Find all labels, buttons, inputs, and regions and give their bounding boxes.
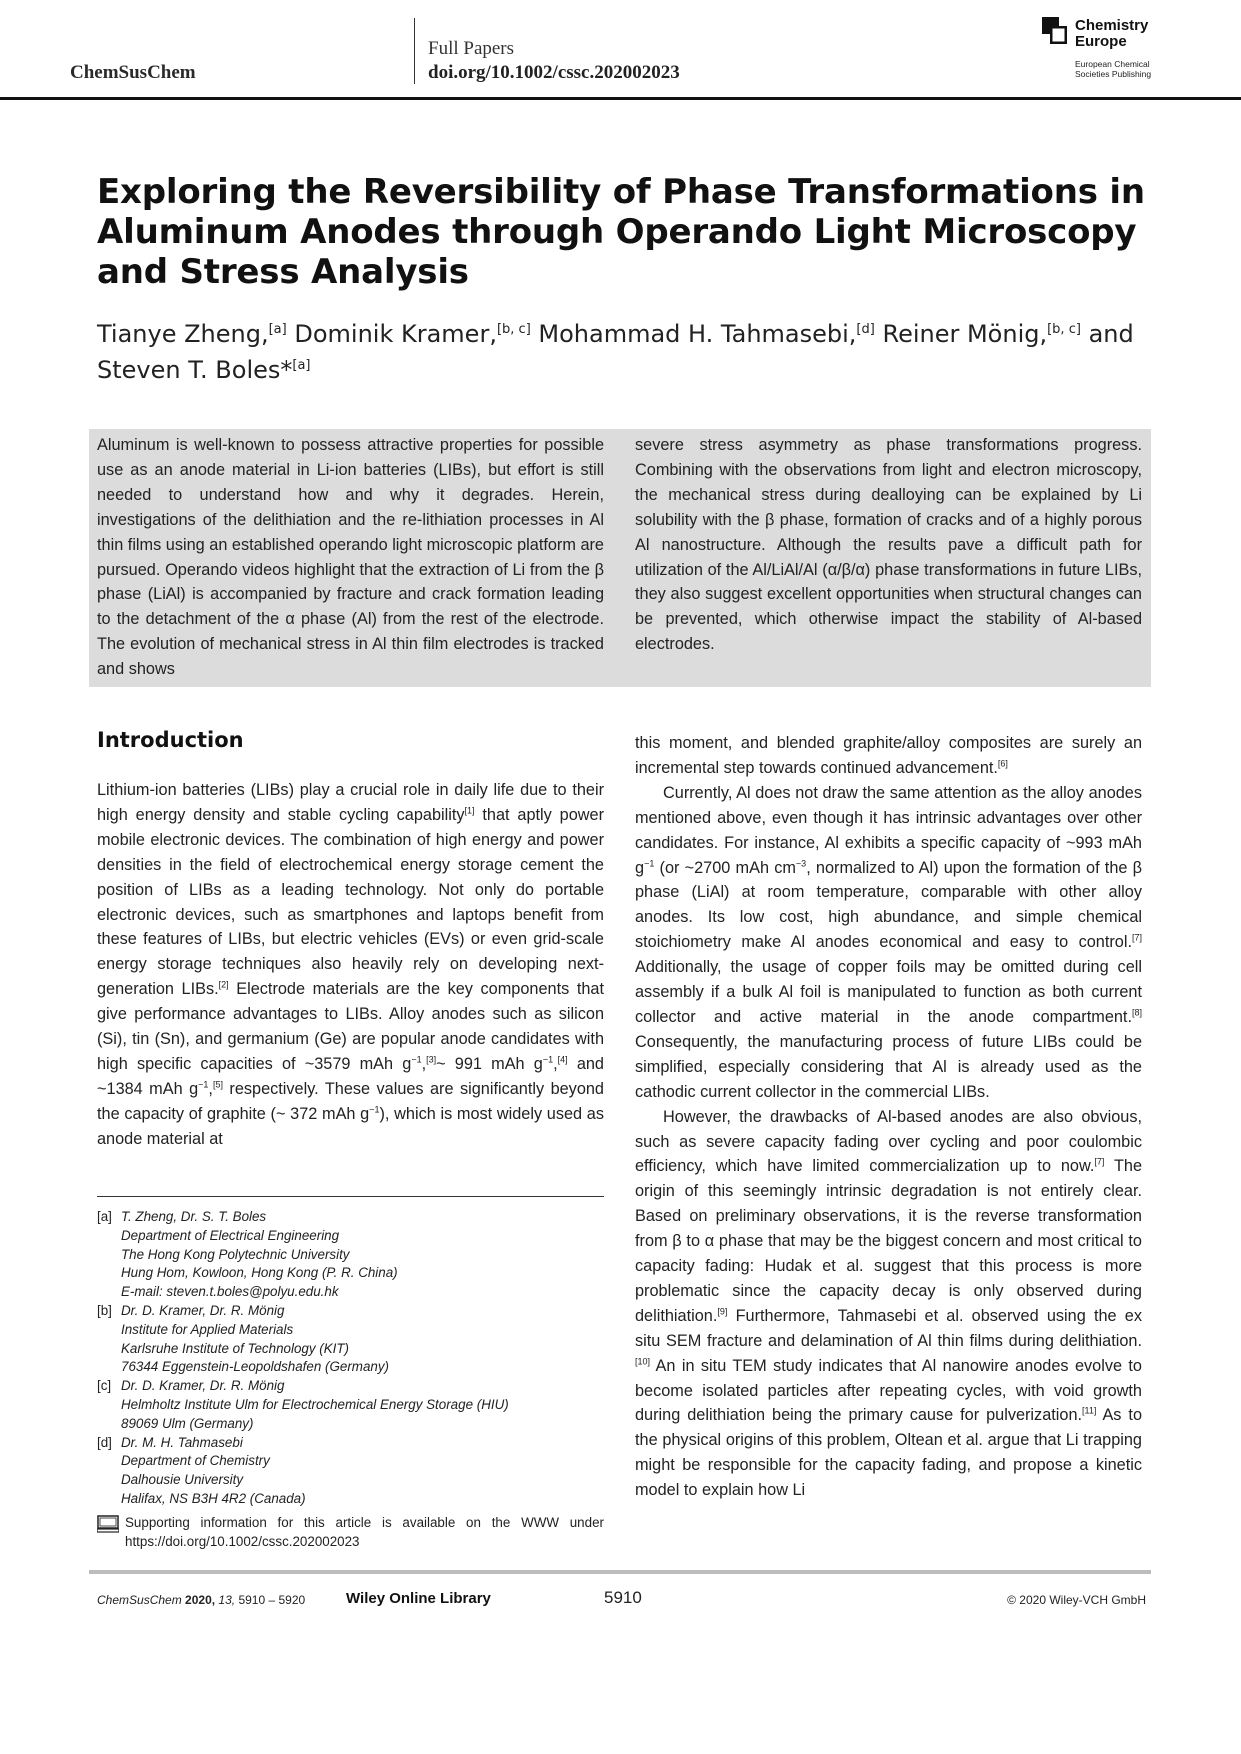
affiliation-lines (121, 1434, 306, 1509)
reference-superscript: −1 (369, 1104, 380, 1115)
affiliation-key: [d] (97, 1434, 112, 1450)
article-type: Full Papers (428, 38, 515, 59)
supporting-info-text: Supporting information for this article is available on the WWW under https://doi.org/10.1002/cssc.202002023 (125, 1515, 604, 1549)
affiliation-line: Hung Hom, Kowloon, Hong Kong (P. R. China) (121, 1265, 398, 1281)
body-left-column (97, 778, 604, 1152)
reference-superscript: −1 (644, 858, 655, 869)
affiliation-line: T. Zheng, Dr. S. T. Boles (121, 1209, 267, 1224)
author-name: Reiner Mönig, (882, 320, 1048, 348)
reference-superscript: [7] (1094, 1156, 1105, 1167)
affiliation-line: Department of Electrical Engineering (121, 1227, 340, 1243)
logo-subtext (1075, 59, 1151, 79)
affiliation-line: Dr. M. H. Tahmasebi (121, 1434, 243, 1450)
author-name: and (1088, 320, 1134, 348)
abstract-left: Aluminum is well-known to possess attractive properties for possible use as an anode material in Li-ion batteries (LIBs), but effort is still needed to understand how and why it degrades. Herein, investigations of the delithiation and the re-lithiation processes in Al thin films using an established operando light microscopic platform are pursued. Operando videos highlight that the extraction of Li from the β phase (LiAl) is accompanied by fracture and crack formation leading to the detachment of the α phase (Al) from the rest of the electrode. The evolution of mechanical stress in Al thin film electrodes is tracked and shows (97, 436, 604, 679)
affiliation-key: [c] (97, 1378, 112, 1394)
affiliations (97, 1208, 604, 1509)
reference-superscript: −1 (542, 1054, 554, 1065)
affiliation-line: Dr. D. Kramer, Dr. R. Mönig (121, 1378, 285, 1394)
intro-paragraph-3: Currently, Al does not draw the same attention as the alloy anodes mentioned above, even though it has intrinsic advantages over other candidates. For instance, Al exhibits a specific capacity of ~993 mAh g$^{-1}$ (or ~2700 mAh cm$^{-3}$, normalized to Al) upon the formation of the β phase (LiAl) at room temperature, comparable with other alloy anodes. Its low cost, high abundance, and simple chemical stoichiometry make Al anodes economical and easy to control.[7] Additionally, the usage of copper foils may be omitted during cell assembly if a bulk Al foil is manipulated to function as both current collector and active material in the anode compartment.[8] Consequently, the manufacturing process of future LIBs could be simplified, especially considering that Al is already used as the cathodic current collector in the commercial LIBs. (635, 783, 1142, 1101)
affiliation-line: E-mail: steven.t.boles@polyu.edu.hk (121, 1284, 339, 1300)
reference-superscript: [2] (218, 979, 229, 990)
header-divider (414, 18, 415, 84)
intro-paragraph-1: Lithium-ion batteries (LIBs) play a crucial role in daily life due to their high energy density and stable cycling capability[1] that aptly power mobile electronic devices. The combination of high energy and power densities in the field of electrochemical energy storage cement the position of LIBs as a leading technology. Not only do portable electronic devices, such as smartphones and laptops benefit from these features of LIBs, but electric vehicles (EVs) or even grid-scale energy storage techniques also heavily rely on developing next-generation LIBs.[2] Electrode materials are the key components that give performance advantages to LIBs. Alloy anodes such as silicon (Si), tin (Sn), and germanium (Ge) are popular anode candidates with high specific capacities of ~3579 mAh g$^{-1}$,[3]~ 991 mAh g$^{-1}$,[4] and ~1384 mAh g$^{-1}$,[5] respectively. These values are significantly beyond the capacity of graphite (~ 372 mAh g$^{-1}$), which is most widely used as anode material at (97, 781, 604, 1148)
reference-superscript: [11] (1082, 1406, 1097, 1417)
affiliation-line: Dr. D. Kramer, Dr. R. Mönig (121, 1302, 285, 1318)
affiliation-line: 76344 Eggenstein-Leopoldshafen (Germany) (121, 1359, 389, 1375)
author-name: Mohammad H. Tahmasebi, (538, 320, 857, 348)
reference-superscript: [5] (212, 1079, 223, 1090)
affiliation-lines (121, 1302, 389, 1377)
footer-pages: 5910 – 5920 (238, 1593, 306, 1607)
footer-volume: 13, (218, 1593, 236, 1607)
reference-superscript: [10] (635, 1356, 651, 1367)
article-title: Exploring the Reversibility of Phase Transformations in Aluminum Anodes through Operando Light Microscopy and Stress Analysis (97, 172, 1145, 292)
logo-line-1: Chemistry (1075, 17, 1149, 34)
author-affiliation-mark: [a] (268, 322, 287, 337)
affiliation-line: 89069 Ulm (Germany) (121, 1415, 254, 1431)
affiliation-lines (121, 1208, 398, 1302)
author-affiliation-mark: [b, c] (1047, 322, 1081, 337)
footer-journal: ChemSusChem (97, 1593, 182, 1607)
intro-paragraph-2: this moment, and blended graphite/alloy composites are surely an incremental step towards continued advancement.[6] (635, 734, 1142, 777)
author-affiliation-mark: [d] (856, 322, 875, 337)
footer-citation (97, 1593, 305, 1607)
body-right-column (635, 731, 1142, 1503)
logo-sub-line-1: European Chemical (1075, 59, 1150, 69)
affiliation-item (97, 1377, 604, 1433)
reference-superscript: [6] (997, 758, 1008, 769)
footnote-rule (97, 1196, 604, 1197)
author-list (97, 314, 1157, 386)
footer-rule (89, 1570, 1151, 1574)
article-doi-link[interactable]: doi.org/10.1002/cssc.202002023 (428, 62, 680, 83)
abstract-right: severe stress asymmetry as phase transformations progress. Combining with the observations from light and electron microscopy, the mechanical stress during dealloying can be explained by Li solubility with the β phase, formation of cracks and of a highly porous Al nanostructure. Although the results pave a difficult path for utilization of the Al/LiAl/Al (α/β/α) phase transformations in future LIBs, they also suggest excellent opportunities when structural changes can be prevented, which otherwise impact the stability of Al-based electrodes. (635, 436, 1142, 654)
affiliation-line: Institute for Applied Materials (121, 1321, 294, 1337)
footer-year: 2020, (185, 1593, 216, 1607)
affiliation-lines (121, 1377, 509, 1433)
reference-superscript: −1 (411, 1054, 422, 1065)
affiliation-line: Halifax, NS B3H 4R2 (Canada) (121, 1490, 306, 1506)
section-heading: Introduction (97, 728, 244, 752)
author-name: Steven T. Boles* (97, 356, 293, 384)
affiliation-key: [a] (97, 1209, 112, 1224)
journal-name: ChemSusChem (70, 62, 196, 83)
affiliation-line: Helmholtz Institute Ulm for Electrochemical Energy Storage (HIU) (121, 1396, 509, 1412)
reference-superscript: [9] (717, 1306, 728, 1317)
affiliation-line: Dalhousie University (121, 1472, 244, 1488)
abstract-box (89, 429, 1151, 687)
author-affiliation-mark: [a] (292, 358, 311, 373)
affiliation-key: [b] (97, 1302, 112, 1318)
logo-sub-line-2: Societies Publishing (1075, 69, 1152, 79)
reference-superscript: −1 (198, 1079, 209, 1090)
intro-paragraph-4: However, the drawbacks of Al-based anodes are also obvious, such as severe capacity fading over cycling and poor coulombic efficiency, which have limited commercialization up to now.[7] The origin of this seemingly intrinsic degradation is not entirely clear. Based on preliminary observations, it is the reverse transformation from β to α phase that may be the biggest concern and most critical to capacity fading: Hudak et al. suggest that this process is more problematic since the capacity decay is only observed during delithiation.[9] Furthermore, Tahmasebi et al. observed using the ex situ SEM fracture and delamination of Al thin films during delithiation.[10] An in situ TEM study indicates that Al nanowire anodes evolve to become isolated particles after repeating cycles, with void growth during delithiation being the primary cause for pulverization.[11] As to the physical origins of this problem, Oltean et al. argue that Li trapping might be responsible for the capacity fading, and propose a kinetic model to explain how Li (635, 1107, 1142, 1500)
affiliation-item (97, 1208, 604, 1302)
affiliation-line: Department of Chemistry (121, 1453, 270, 1469)
copyright: © 2020 Wiley-VCH GmbH (1007, 1593, 1146, 1607)
affiliation-line: Karlsruhe Institute of Technology (KIT) (121, 1340, 349, 1356)
affiliation-item (97, 1302, 604, 1377)
logo-line-2: Europe (1075, 33, 1127, 50)
reference-superscript: [1] (464, 805, 475, 816)
affiliation-line: The Hong Kong Polytechnic University (121, 1246, 350, 1262)
author-affiliation-mark: [b, c] (496, 322, 531, 337)
reference-superscript: [8] (1131, 1007, 1142, 1018)
reference-superscript: −3 (795, 858, 807, 869)
page-number: 5910 (604, 1588, 642, 1607)
supporting-info (97, 1514, 604, 1552)
logo-text (1075, 18, 1148, 50)
wiley-online-library-link[interactable]: Wiley Online Library (346, 1590, 491, 1607)
reference-superscript: [3] (426, 1054, 437, 1065)
reference-superscript: [4] (557, 1054, 568, 1065)
reference-superscript: [7] (1131, 932, 1142, 943)
computer-monitor-icon (97, 1515, 119, 1533)
author-name: Dominik Kramer, (294, 320, 497, 348)
chemistry-europe-logo-icon (1042, 17, 1068, 45)
author-name: Tianye Zheng, (97, 320, 269, 348)
affiliation-item (97, 1434, 604, 1509)
header-rule (0, 97, 1241, 100)
